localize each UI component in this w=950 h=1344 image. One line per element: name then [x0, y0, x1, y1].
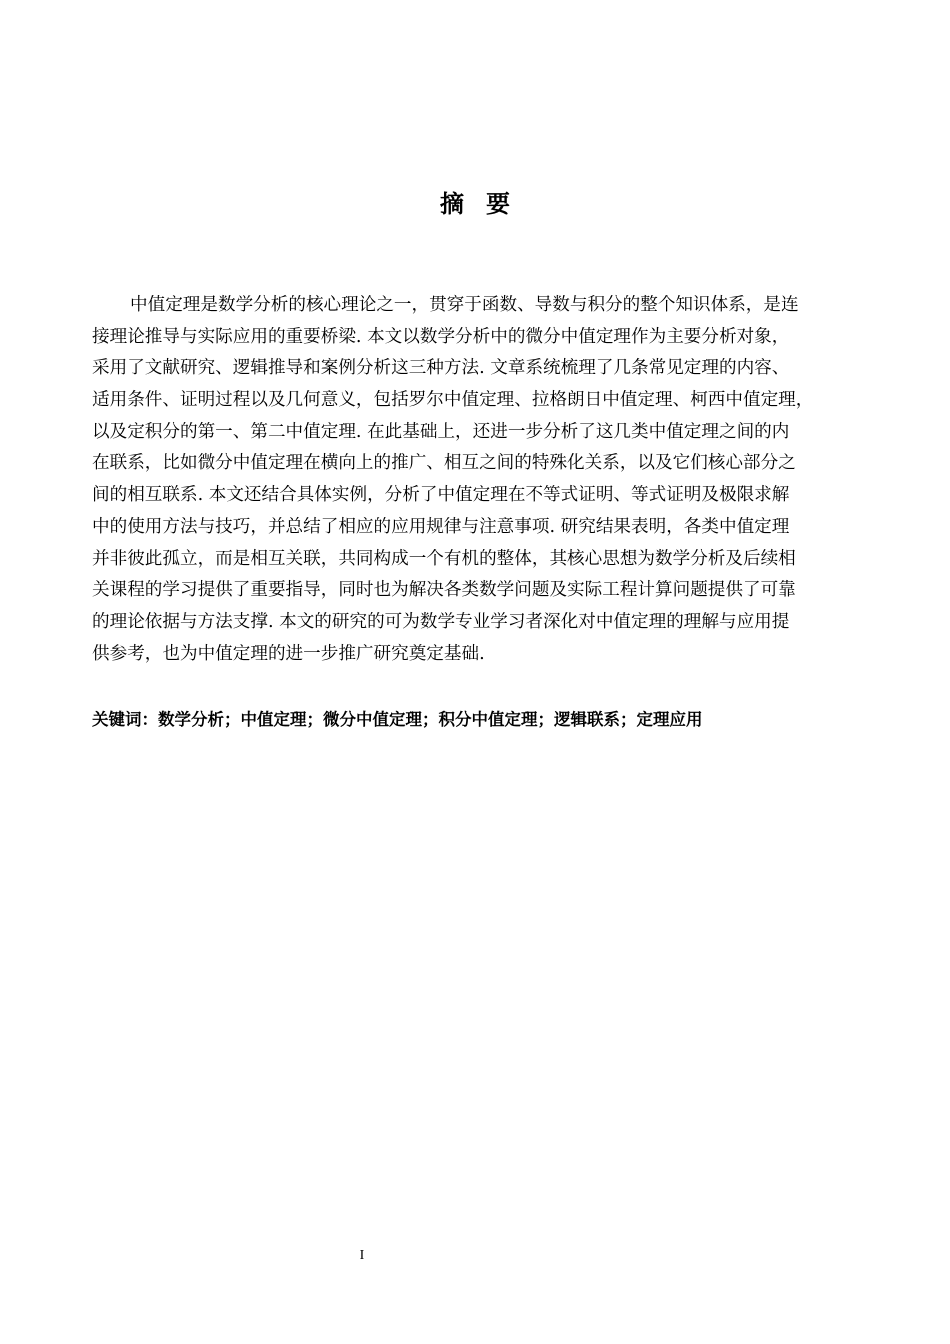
abstract-line: 接理论推导与实际应用的重要桥梁. 本文以数学分析中的微分中值定理作为主要分析对象，: [92, 326, 790, 347]
abstract-line: 的理论依据与方法支撑. 本文的研究的可为数学专业学习者深化对中值定理的理解与应用提: [92, 611, 790, 632]
abstract-line: 中的使用方法与技巧，并总结了相应的应用规律与注意事项. 研究结果表明，各类中值定理: [92, 516, 790, 537]
abstract-line: 供参考，也为中值定理的进一步推广研究奠定基础.: [92, 643, 485, 664]
keywords-line: 关键词：数学分析；中值定理；微分中值定理；积分中值定理；逻辑联系；定理应用: [92, 710, 703, 729]
abstract-line: 间的相互联系. 本文还结合具体实例，分析了中值定理在不等式证明、等式证明及极限求解: [92, 485, 790, 506]
abstract-title-char-2: 要: [486, 190, 510, 218]
abstract-body: [92, 290, 862, 670]
abstract-line: 关课程的学习提供了重要指导，同时也为解决各类数学问题及实际工程计算问题提供了可靠: [92, 580, 796, 601]
abstract-line: 并非彼此孤立，而是相互关联，共同构成一个有机的整体，其核心思想为数学分析及后续相: [92, 548, 796, 569]
abstract-line: 以及定积分的第一、第二中值定理. 在此基础上，还进一步分析了这几类中值定理之间的内: [92, 421, 790, 442]
abstract-line: 在联系，比如微分中值定理在横向上的推广、相互之间的特殊化关系，以及它们核心部分之: [92, 453, 796, 474]
abstract-line: 适用条件、证明过程以及几何意义，包括罗尔中值定理、拉格朗日中值定理、柯西中值定理，: [92, 390, 814, 411]
abstract-line: 中值定理是数学分析的核心理论之一，贯穿于函数、导数与积分的整个知识体系，是连: [130, 295, 799, 315]
page-number: I: [359, 1248, 365, 1263]
abstract-title-char-1: 摘: [440, 190, 464, 218]
abstract-title: [0, 186, 950, 222]
abstract-line: 采用了文献研究、逻辑推导和案例分析这三种方法. 文章系统梳理了几条常见定理的内容、: [92, 358, 790, 379]
